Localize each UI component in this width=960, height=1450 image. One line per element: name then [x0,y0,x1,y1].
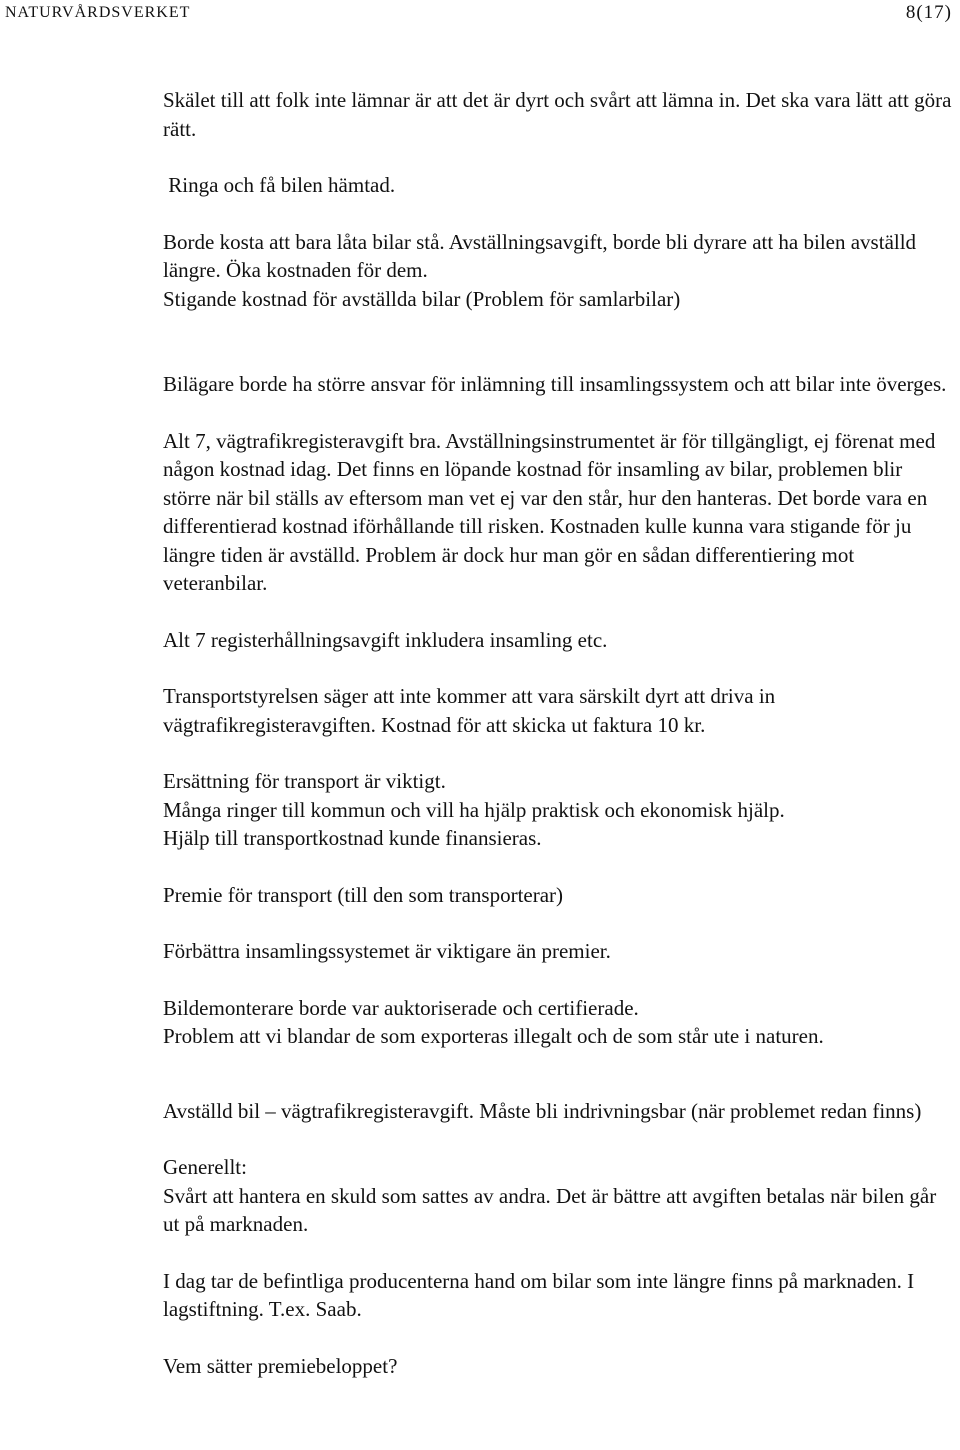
paragraph-5: Alt 7, vägtrafikregisteravgift bra. Avställningsinstrumentet är för tillgängligt, ej förenat med någon kostnad idag. Det finns en löpande kostnad för insamling av bilar, problemen blir större när bil ställs av eftersom man vet ej var den står, hur den hanteras. Det borde vara en differentierad kostnad iförhållande till risken. Kostnaden kulle kunna vara stigande för ju längre tiden är avställd. Problem är dock hur man gör en sådan differentiering mot veteranbilar. [163,428,941,595]
paragraph-2: Ringa och få bilen hämtad. [163,173,396,197]
paragraph-9: Premie för transport (till den som transporterar) [163,882,564,907]
paragraph-6: Alt 7 registerhållningsavgift inkludera insamling etc. [163,627,608,652]
paragraph-11: Bildemonterare borde var auktoriserade och certifierade. Problem att vi blandar de som exporteras illegalt och de som står ute i naturen. [163,995,824,1048]
page-header [0,0,960,40]
paragraph-12: Avställd bil – vägtrafikregisteravgift. Måste bli indrivningsbar (när problemet redan finns) [163,1098,922,1123]
paragraph-15: Vem sätter premiebeloppet? [163,1353,398,1378]
paragraph-14: I dag tar de befintliga producenterna hand om bilar som inte längre finns på marknaden. I lagstiftning. T.ex. Saab. [163,1268,920,1321]
page-number: 8(17) [905,2,952,23]
paragraph-3: Borde kosta att bara låta bilar stå. Avställningsavgift, borde bli dyrare att ha bilen avställd längre. Öka kostnaden för dem. Stigande kostnad för avställda bilar (Problem för samlarbilar) [163,229,917,311]
organization-name: NATURVÅRDSVERKET [5,4,191,21]
document-body [163,86,957,1380]
paragraph-8: Ersättning för transport är viktigt. Många ringer till kommun och vill ha hjälp praktisk och ekonomisk hjälp. Hjälp till transportkostnad kunde finansieras. [163,769,785,850]
paragraph-10: Förbättra insamlingssystemet är viktigare än premier. [163,939,611,963]
paragraph-7: Transportstyrelsen säger att inte kommer att vara särskilt dyrt att driva in vägtrafikregisteravgiften. Kostnad för att skicka ut faktura 10 kr. [163,684,781,737]
paragraph-1: Skälet till att folk inte lämnar är att det är dyrt och svårt att lämna in. Det ska vara lätt att göra rätt. [163,88,957,141]
paragraph-4: Bilägare borde ha större ansvar för inlämning till insamlingssystem och att bilar inte överges. [163,372,947,396]
paragraph-13: Generellt: Svårt att hantera en skuld som sattes av andra. Det är bättre att avgiften betalas när bilen går ut på marknaden. [163,1155,937,1236]
